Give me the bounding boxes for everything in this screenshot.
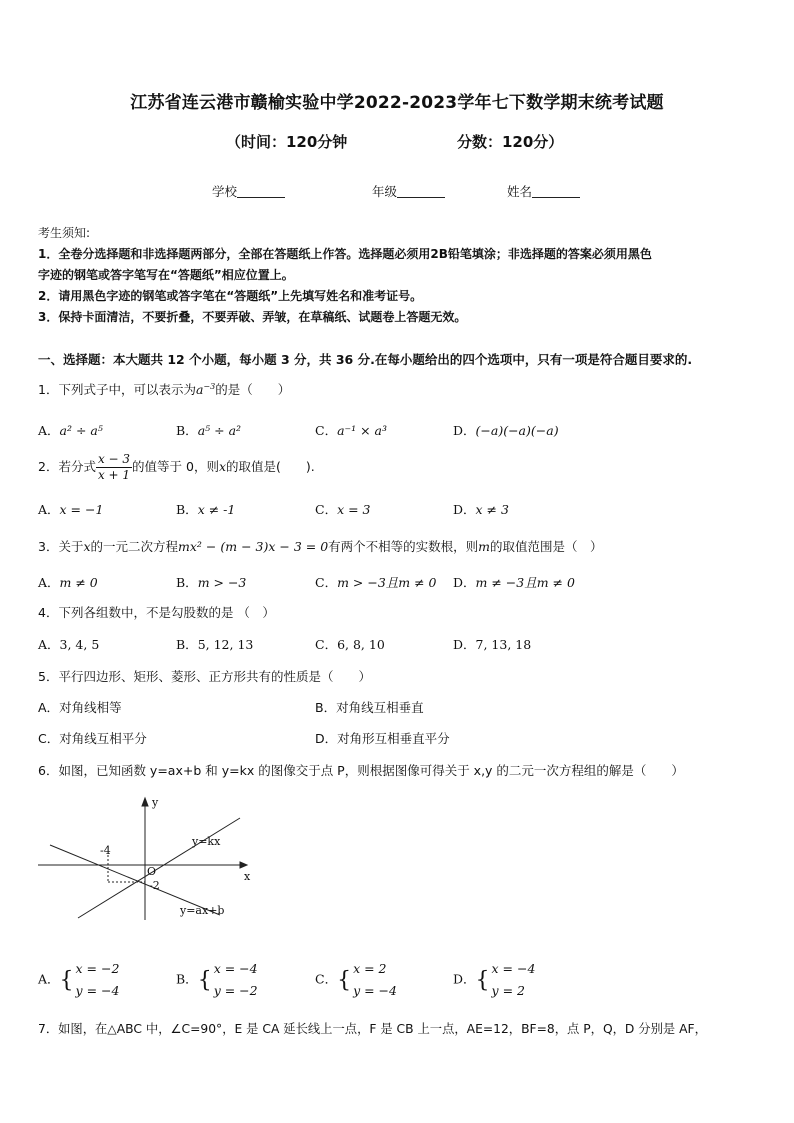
x-axis-arrow bbox=[240, 862, 247, 868]
question-5-stem: 5．平行四边形、矩形、菱形、正方形共有的性质是（ ） bbox=[38, 669, 371, 684]
q4-option-c[interactable]: C．6, 8, 10 bbox=[315, 637, 385, 652]
name-field[interactable]: 姓名 bbox=[507, 182, 580, 200]
y-axis-label: y bbox=[152, 796, 159, 809]
notice-item: 2．请用黑色字迹的钢笔或答字笔在“答题纸”上先填写姓名和准考证号。 bbox=[38, 289, 423, 303]
q2-option-b[interactable]: B．x ≠ -1 bbox=[176, 502, 236, 517]
q5-option-b[interactable]: B．对角线互相垂直 bbox=[315, 700, 424, 715]
notice-item: 3．保持卡面清洁，不要折叠，不要弄破、弄皱，在草稿纸、试题卷上答题无效。 bbox=[38, 310, 467, 324]
tick-label-x: -4 bbox=[100, 844, 111, 857]
q3-option-a[interactable]: A．m ≠ 0 bbox=[38, 575, 98, 590]
question-3-stem: 3．关于x的一元二次方程mx² − (m − 3)x − 3 = 0有两个不相等的实数根，则m的取值范围是（ ） bbox=[38, 539, 603, 554]
exam-time: （时间：120分钟 bbox=[226, 133, 348, 151]
question-6-stem: 6．如图，已知函数 y=ax+b 和 y=kx 的图像交于点 P，则根据图像可得关于 x,y 的二元一次方程组的解是（ ） bbox=[38, 763, 684, 778]
q6-option-a[interactable]: A．{ x = −2 y = −4 bbox=[38, 961, 120, 998]
y-axis-arrow bbox=[142, 798, 148, 806]
question-1-stem: 1．下列式子中，可以表示为$a^{-3}$的是（ ） bbox=[38, 381, 291, 397]
q3-option-b[interactable]: B．m > −3 bbox=[176, 575, 247, 590]
line-label-kx: y=kx bbox=[192, 835, 221, 848]
q2-option-c[interactable]: C．x = 3 bbox=[315, 502, 371, 517]
q4-option-d[interactable]: D．7, 13, 18 bbox=[453, 637, 532, 652]
q4-option-a[interactable]: A．3, 4, 5 bbox=[38, 637, 100, 652]
q2-option-d[interactable]: D．x ≠ 3 bbox=[453, 502, 509, 517]
tick-label-y: -2 bbox=[149, 879, 160, 892]
fraction: $\frac{x - 3}{x + 1}$ bbox=[97, 452, 131, 482]
school-blank[interactable] bbox=[237, 185, 285, 198]
exam-score: 分数：120分） bbox=[457, 133, 564, 151]
notice-heading: 考生须知: bbox=[38, 226, 91, 240]
question-4-stem: 4．下列各组数中，不是勾股数的是 （ ） bbox=[38, 605, 275, 620]
q1-option-c[interactable]: C．a⁻¹ × a³ bbox=[315, 423, 388, 438]
question-2-stem: 2．若分式 $\frac{x - 3}{x + 1}$ 的值等于 0，则x的取值是( ). bbox=[38, 452, 315, 482]
q5-option-a[interactable]: A．对角线相等 bbox=[38, 700, 122, 715]
q6-option-b[interactable]: B．{ x = −4 y = −2 bbox=[176, 961, 258, 998]
notice-item: 字迹的钢笔或答字笔写在“答题纸”相应位置上。 bbox=[38, 268, 294, 282]
x-axis-label: x bbox=[244, 870, 251, 883]
q1-option-d[interactable]: D．(−a)(−a)(−a) bbox=[453, 423, 559, 438]
line-label-axb: y=ax+b bbox=[180, 904, 225, 917]
q6-option-d[interactable]: D．{ x = −4 y = 2 bbox=[453, 961, 536, 998]
grade-field[interactable]: 年级 bbox=[372, 182, 445, 200]
q3-option-c[interactable]: C．m > −3且m ≠ 0 bbox=[315, 575, 437, 590]
notice-item: 1．全卷分选择题和非选择题两部分，全部在答题纸上作答。选择题必须用2B铅笔填涂；非选择题的答案必须用黑色 bbox=[38, 247, 652, 261]
school-field[interactable]: 学校 bbox=[212, 182, 285, 200]
q2-option-a[interactable]: A．x = −1 bbox=[38, 502, 104, 517]
q5-option-d[interactable]: D．对角形互相垂直平分 bbox=[315, 731, 450, 746]
q1-option-b[interactable]: B．a⁵ ÷ a² bbox=[176, 423, 242, 438]
q5-option-c[interactable]: C．对角线互相平分 bbox=[38, 731, 147, 746]
grade-blank[interactable] bbox=[397, 185, 445, 198]
q4-option-b[interactable]: B．5, 12, 13 bbox=[176, 637, 254, 652]
question-7-stem: 7．如图，在△ABC 中，∠C=90°，E 是 CA 延长线上一点，F 是 CB 上一点，AE=12，BF=8，点 P，Q，D 分别是 AF， bbox=[38, 1022, 707, 1036]
q6-option-c[interactable]: C．{ x = 2 y = −4 bbox=[315, 961, 397, 998]
line-y-kx bbox=[78, 818, 240, 918]
q6-function-graph bbox=[30, 790, 270, 930]
q3-option-d[interactable]: D．m ≠ −3且m ≠ 0 bbox=[453, 575, 575, 590]
q1-option-a[interactable]: A．a² ÷ a⁵ bbox=[38, 423, 103, 438]
origin-label: O bbox=[147, 865, 157, 878]
section-heading: 一、选择题：本大题共 12 个小题，每小题 3 分，共 36 分.在每小题给出的四个选项中，只有一项是符合题目要求的. bbox=[38, 352, 693, 367]
name-blank[interactable] bbox=[532, 185, 580, 198]
exam-title: 江苏省连云港市赣榆实验中学2022-2023学年七下数学期末统考试题 bbox=[130, 93, 664, 113]
